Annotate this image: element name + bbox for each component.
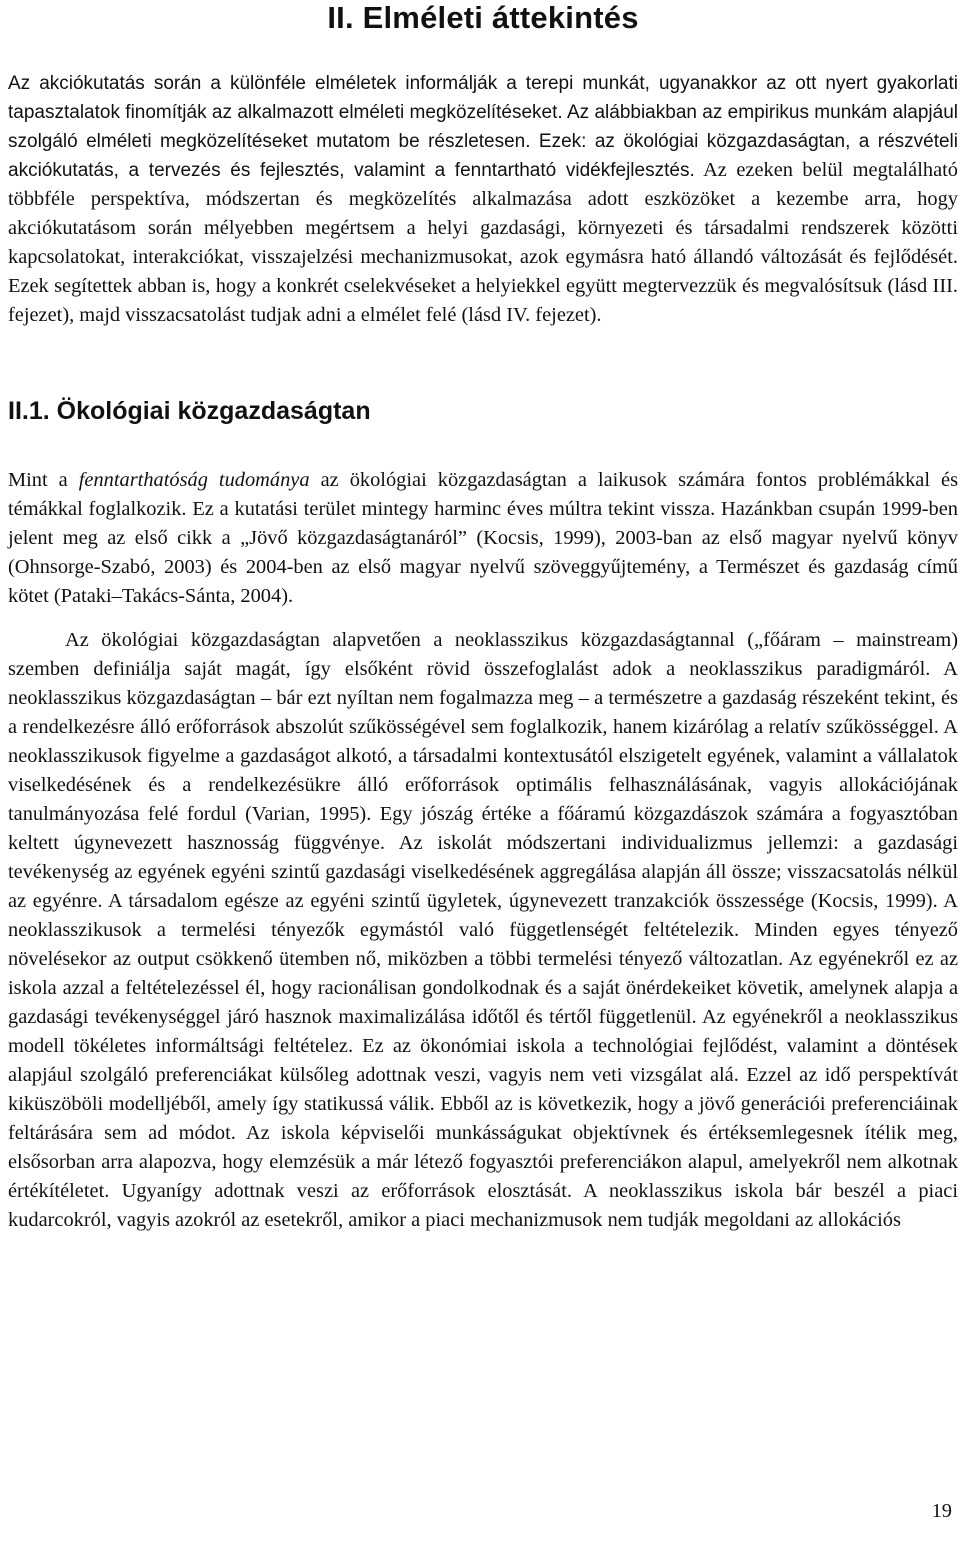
p1-rest-text: az ökológiai közgazdaságtan a laikusok számára fontos problémákkal és témákkal foglalkozik. Ez a kutatási terület mintegy harminc éves múltra tekint vissza. Hazánkban csupán 1999-ben jelent meg az első cikk a „Jövő közgazdaságtanáról” (Kocsis, 1999), 2003-ban az első magyar nyelvű könyv (Ohnsorge-Szabó, 2003) és 2004-ben az első magyar nyelvű szöveggyűjtemény, a Természet és gazdaság című kötet (Pataki–Takács-Sánta, 2004). bbox=[8, 469, 958, 607]
chapter-title: II. Elméleti áttekintés bbox=[327, 0, 639, 35]
section-paragraph-2: Az ökológiai közgazdaságtan alapvetően a neoklasszikus közgazdaságtannal („főáram – mainstream) szemben definiálja saját magát, így elsőként rövid összefoglalást adok a neoklasszikus paradigmáról. A neoklasszikus közgazdaságtan – bár ezt nyíltan nem fogalmazza meg – a természetre a gazdaság részeként tekint, és a rendelkezésre álló erőforrások abszolút szűkösségével sem foglalkozik, hanem kizárólag a relatív szűkösséggel. A neoklasszikusok figyelme a gazdaságot alkotó, a társadalmi kontextusától elszigetelt egyének, valamint a vállalatok viselkedésének és a rendelkezésükre álló erőforrások optimális felhasználásának, vagyis allokációjának tanulmányozása felé fordul (Varian, 1995). Egy jószág értéke a főáramú közgazdászok számára a fogyasztóban keltett úgynevezett hasznosság függvénye. Az iskolát módszertani individualizmus jellemzi: a gazdasági tevékenység az egyének egyéni szintű gazdasági viselkedésének aggregálása alapján áll össze; visszacsatolás nélkül az egyénre. A társadalom egésze az egyéni szintű ügyletek, úgynevezett tranzakciók összessége (Kocsis, 1999). A neoklasszikusok a termelési tényezők egymástól való függetlenségét feltételezik. Minden egyes tényező növelésekor az output csökkenő ütemben nő, miközben a többi termelési tényező változatlan. Az egyénekről ez az iskola azzal a feltételezéssel él, hogy racionálisan gondolkodnak és a saját önérdekeiket követik, amelynek alapja a gazdasági tevékenységgel járó hasznok maximalizálása időtől és tértől függetlenül. Az egyénekről a neoklasszikus modell tökéletes informáltsági feltételez. Ez az ökonómiai iskola a technológiai fejlődést, valamint a döntések alapjául szolgáló preferenciákat külsőleg adottnak veszi, vagyis nem veti vizsgálat alá. Ezzel az idő perspektívát kiküszöböli modelljéből, amely így statikussá válik. Ebből az is következik, hogy a jövő generációi preferenciáinak feltárására sem ad módot. Az iskola képviselői munkásságukat objektívnek és értéksemlegesnek ítélik meg, elsősorban arra alapozva, hogy elemzésük a már létező fogyasztói preferenciákon alapul, amelyekről nem alkotnak értékítéletet. Ugyanígy adottnak veszi az erőforrások elosztását. A neoklasszikus iskola bár beszél a piaci kudarcokról, vagyis azokról az esetekről, amikor a piaci mechanizmusok nem tudják megoldani az allokációs bbox=[8, 629, 958, 1231]
p1-italic-term: fenntarthatóság tudománya bbox=[78, 469, 310, 491]
section-paragraph-1 bbox=[8, 466, 958, 611]
document-page bbox=[8, 0, 958, 1235]
intro-sans-text: Az akciókutatás során a különféle elméletek informálják a terepi munkát, ugyanakkor az ott nyert gyakorlati tapasztalatok finomítják az alkalmazott elméleti megközelítéseket. Az alábbiakban az empirikus munkám alapjául szolgáló elméleti megközelítéseket mutatom be részletesen. Ezek: az ökológiai közgazdaságtan, a részvételi akciókutatás, a tervezés és fejlesztés, valamint a fenntartható vidékfejlesztés. bbox=[8, 73, 958, 181]
page-number: 19 bbox=[931, 1500, 952, 1522]
p1-lead-text: Mint a bbox=[8, 469, 79, 491]
intro-serif-text: Az ezeken belül megtalálható többféle perspektíva, módszertan és megközelítés alkalmazása adott eszközöket a kezembe arra, hogy akciókutatásom során mélyebben megértsem a helyi gazdasági, környezeti és társadalmi rendszerek közötti kapcsolatokat, interakciókat, visszajelzési mechanizmusokat, azok egymásra ható állandó változását és fejlődését. Ezek segítettek abban is, hogy a konkrét cselekvéseket a helyiekkel együtt megtervezzük és megvalósítsuk (lásd III. fejezet), majd visszacsatolást tudjak adni a elmélet felé (lásd IV. fejezet). bbox=[8, 159, 958, 326]
section-title: II.1. Ökológiai közgazdaságtan bbox=[8, 397, 371, 425]
intro-paragraph bbox=[8, 69, 958, 330]
